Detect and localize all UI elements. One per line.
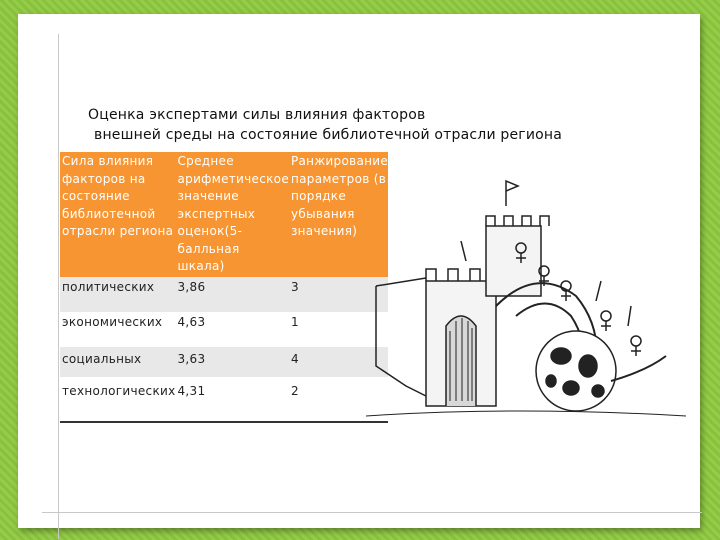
average-cell: 3,63 (176, 347, 289, 377)
table-header-row (60, 152, 388, 277)
factors-table (60, 152, 388, 423)
factor-cell: технологических (60, 377, 176, 422)
vertical-rule (58, 34, 59, 539)
table-row (60, 312, 388, 347)
factor-cell: политических (60, 277, 176, 312)
horizontal-rule (42, 512, 702, 513)
title-line-1: Оценка экспертами силы влияния факторов (88, 107, 426, 123)
rank-cell: 3 (289, 277, 388, 312)
table-row (60, 377, 388, 422)
rank-cell: 4 (289, 347, 388, 377)
header-average: Среднее арифметическое значение экспертных оценок(5-балльная шкала) (176, 152, 289, 277)
average-cell: 4,31 (176, 377, 289, 422)
table-row (60, 347, 388, 377)
title-line-2: внешней среды на состояние библиотечной отрасли региона (94, 127, 563, 143)
factor-cell: социальных (60, 347, 176, 377)
factor-cell: экономических (60, 312, 176, 347)
table-row (60, 277, 388, 312)
average-cell: 3,86 (176, 277, 289, 312)
slide-title (88, 105, 648, 145)
castle-dragon-illustration (366, 166, 686, 420)
rank-cell: 1 (289, 312, 388, 347)
header-rank: Ранжирование параметров (в порядке убывания значения) (289, 152, 388, 277)
rank-cell: 2 (289, 377, 388, 422)
average-cell: 4,63 (176, 312, 289, 347)
header-factor: Сила влияния факторов на состояние библиотечной отрасли региона (60, 152, 176, 277)
